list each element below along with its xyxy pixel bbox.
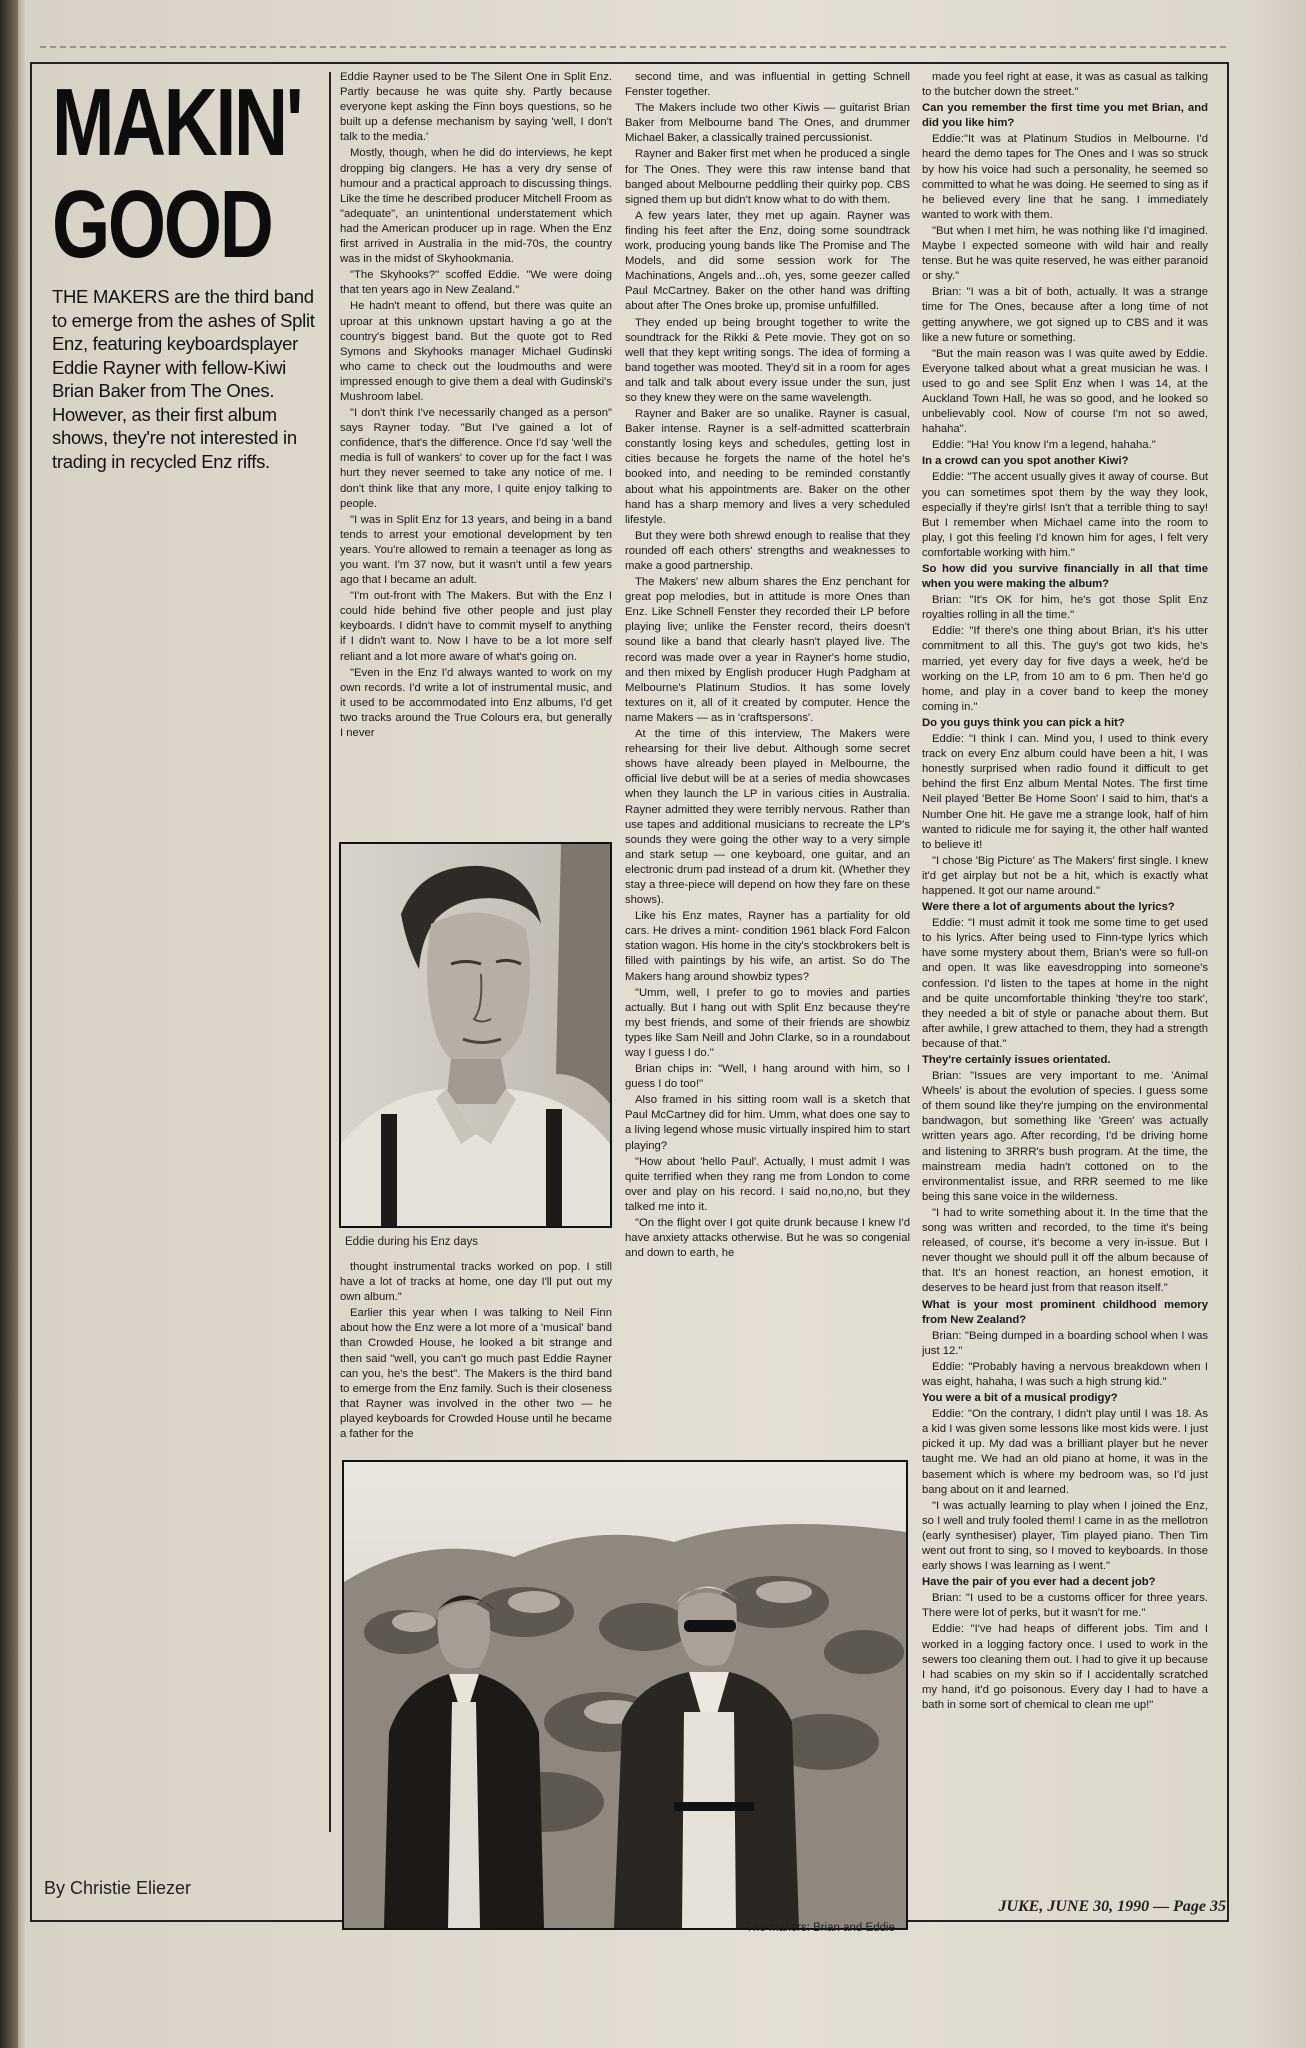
article-paragraph: second time, and was influential in getting Schnell Fenster together. [625,71,910,99]
photo-caption-eddie: Eddie during his Enz days [345,1236,478,1248]
binding-gutter [0,0,18,2048]
article-paragraph: "I was in Split Enz for 13 years, and being in a band tends to arrest your emotional development by ten years. You're allowed to remain a teenager as long as you want. I'm 37 now, but it wasn't until a few years ago that I became an adult. [340,513,612,587]
interview-question: What is your most prominent childhood memory from New Zealand? [922,1298,1208,1326]
article-paragraph: "I don't think I've necessarily changed as a person" says Rayner today. "But I've gained a lot of confidence, that's the difference. Once I'd say 'well the media is full of wankers' to cover up for the fact I was hurt they never seemed to take any notice of me. I don't think like that any more, I quite enjoy talking to people. [340,407,612,510]
article-paragraph: Brian: "I was a bit of both, actually. It was a strange time for The Ones, because after a long time of not getting anywhere, we got signed up to CBS and it was like a new future or something. [922,286,1208,344]
article-paragraph: "I had to write something about it. In the time that the song was written and recorded, to the time it's being released, of course, it's become a very in-issue. But I never thought we should pull it off the album because of that. It's an honest reaction, an honest emotion, it deserves to be heard just from that reason itself." [922,1206,1208,1295]
article-paragraph: "The Skyhooks?" scoffed Eddie. "We were doing that ten years ago in New Zealand." [340,269,612,297]
article-paragraph: Eddie: "I've had heaps of different jobs. Tim and I worked in a logging factory once. I used to work in the sewers too cleaning them out. I had to give it up because I had scabies on my skin so if I accidentally scratched my hand, it'd go poisonous. Every day I had to have a bath in some sort of chemical to clean me up!" [922,1623,1208,1711]
interview-question: You were a bit of a musical prodigy? [922,1392,1118,1405]
photo-caption-makers: The makers: Brian and Eddie [746,1922,895,1934]
interview-question: So how did you survive financially in all that time when you were making the album? [922,563,1208,591]
article-paragraph: Brian: "Being dumped in a boarding school when I was just 12." [922,1329,1208,1357]
top-perforation-rule [40,46,1226,48]
article-paragraph: Brian: "Issues are very important to me. 'Animal Wheels' is about the evolution of species. I guess some of them sound like they're jumping on the environmental bandwagon, but something like 'Green' was actually written years ago. After recording, I'd be driving home and listening to 3RRR's bush program. At the time, the mainstream media hadn't cottoned on to the environmentalist issue, and RRR seemed to me like being this sane voice in the wilderness. [922,1070,1208,1203]
article-paragraph: Brian chips in: "Well, I hang around with him, so I guess I do too!" [625,1063,910,1091]
interview-question: They're certainly issues orientated. [922,1054,1111,1066]
article-headline: MAKIN' GOOD [52,69,302,278]
article-paragraph: But they were both shrewd enough to realise that they rounded off each others' strengths and weaknesses to make a good partnership. [625,529,910,572]
article-paragraph: "Even in the Enz I'd always wanted to work on my own records. I'd write a lot of instrumental music, and it used to be accommodated into Enz albums, I'd get two tracks around the True Colours era, but generally I never [340,666,612,740]
article-paragraph: He hadn't meant to offend, but there was quite an uproar at this unknown upstart having a go at the country's biggest band. But the quote got to Red Symons and Skyhooks manager Michael Gudinski who came to check out the loudmouths and were impressed enough to give them a deal with Gudinski's Mushroom label. [340,300,612,403]
article-paragraph: Eddie: "If there's one thing about Brian, it's his utter commitment to all this. The guy's got two kids, he's married, yet every day for five days a week, he'd be working on the LP, from 10 am to 6 pm. Then he'd go home, and play in a cover band to keep the money coming in." [922,625,1208,713]
column-divider [329,72,331,1832]
article-paragraph: made you feel right at ease, it was as casual as talking to the butcher down the street." [922,71,1208,99]
article-paragraph: "I chose 'Big Picture' as The Makers' first single. I knew it'd get airplay but not be a hit, which is exactly what happened. It got our name around." [922,854,1208,897]
photo-eddie-image [341,844,610,1226]
article-paragraph: A few years later, they met up again. Rayner was finding his feet after the Enz, doing some soundtrack work, producing young bands like The Promise and The Models, and did some session work for The Machinations, Angels and...oh, yes, some geezer called Paul McCartney. Baker on the other hand was drifting about after The Ones broke up, promise unfulfilled. [625,209,910,313]
interview-question: Have the pair of you ever had a decent job? [922,1576,1156,1589]
interview-question: Do you guys think you can pick a hit? [922,716,1125,729]
page-footer: JUKE, JUNE 30, 1990 — Page 35 [998,1898,1226,1915]
article-paragraph: At the time of this interview, The Makers were rehearsing for their live debut. Although some secret shows have already been played in Melbourne, the official live debut will be at a series of media showcases when they launch the LP in various cities in Australia. Rayner admitted they were terribly nervous. Rather than use tapes and additional musicians to recreate the LP's sounds they were going the other way to a very simple and stark setup — one keyboard, one guitar, and an electronic drum pad instead of a drum kit. (Whether they stay a three-piece will depend on how they fare on these shows). [625,728,910,907]
photo-the-makers [342,1460,908,1930]
article-paragraph: Eddie: "I think I can. Mind you, I used to think every track on every Enz album could have been a hit, I was honestly surprised when radio found it difficult to get behind the first Enz album Mental Notes. The first time Neil played 'Better Be Home Soon' I said to him, that's a Number One hit. He gave me a strange look, half of him wanted to ridicule me for saying it, the other half wanted to believe it! [922,733,1208,851]
article-column-1-bottom [340,1260,612,1455]
article-paragraph: Eddie: "I must admit it took me some time to get used to his lyrics. After being used to Finn-type lyrics which have some mystery about them, Brian's were so full-on and open. It was like eavesdropping into someone's confession. I'd listen to the tapes at home in the night and be quite uncomfortable thinking 'they're too stark', they needed a bit of style or panache about them. But after awhile, I grew attached to them, they had a strength because of that." [922,917,1208,1050]
article-paragraph: The Makers include two other Kiwis — guitarist Brian Baker from Melbourne band The Ones, and drummer Michael Baker, a classically trained percussionist. [625,102,910,145]
article-paragraph: Eddie: "Ha! You know I'm a legend, hahaha." [932,439,1156,452]
article-paragraph: Rayner and Baker are so unalike. Rayner is casual, Baker intense. Rayner is a self-admitted scatterbrain constantly losing keys and schedules, getting lost in cities because he forgets the name of the hotel he's booked into, and needing to be reminded constantly about what his appointments are. Baker on the other hand has a sharp memory and lives a very scheduled lifestyle. [625,408,910,526]
article-paragraph: "But when I met him, he was nothing like I'd imagined. Maybe I expected someone with wild hair and really tense. But he was quite reserved, he was either paranoid or shy." [922,224,1208,283]
article-standfirst: THE MAKERS are the third band to emerge from the ashes of Split Enz, featuring keyboardsplayer Eddie Rayner with fellow-Kiwi Brian Baker from The Ones. However, as their first album shows, they're not interested in trading in recycled Enz riffs. [52,286,315,472]
article-paragraph: Brian: "It's OK for him, he's got those Split Enz royalties rolling in all the time." [922,594,1208,622]
article-paragraph: Eddie:"It was at Platinum Studios in Melbourne. I'd heard the demo tapes for The Ones and I was so struck by how his voice had such a personality, he seemed so committed to what he was doing. He seemed to sing as if he believed every line that he sang. I immediately wanted to work with them. [922,133,1208,221]
article-paragraph: "I'm out-front with The Makers. But with the Enz I could hide behind five other people and just play keyboards. I didn't have to commit myself to anything if I didn't want to. Now I have to be a lot more self reliant and a lot more aware of what's going on. [340,590,612,663]
interview-question: In a crowd can you spot another Kiwi? [922,455,1129,468]
article-paragraph: Earlier this year when I was talking to Neil Finn about how the Enz were a lot more of a 'musical' band than Crowded House, he looked a bit strange and then said "well, you can't go much past Eddie Rayner can you, he's the best". The Makers is the third band to emerge from the Enz family. Such is their closeness that Rayner was involved in the other two — he played keyboards for Crowded House until he became a father for the [340,1307,612,1441]
article-paragraph: The Makers' new album shares the Enz penchant for great pop melodies, but in attitude is more Ones than Enz. Like Schnell Fenster they recorded their LP before playing live; unlike the Fenster record, theirs doesn't sound like a band that clearly hasn't played live. The record was made over a year in Rayner's home studio, and then mixed by English producer Hugh Padgham at Melbourne's Platinum Studios. It has some lovely textures on it, all of it created by computer. Hence the name Makers — as in 'craftspersons'. [625,576,910,724]
article-paragraph: They ended up being brought together to write the soundtrack for the Rikki & Pete movie. They got on so well that they kept writing songs. The idea of forming a band together was mooted. They'd sit in a room for ages and talk and talk about every issue under the sun, just so they knew they were on the same wavelength. [625,316,910,404]
photo-eddie-enz-days [339,842,612,1228]
article-paragraph: Eddie: "The accent usually gives it away of course. But you can sometimes spot them by the way they look, especially if they're girls! Isn't that a terrible thing to say! But I remember when Michael came into the room to play, I got this feeling I'd known him for ages, I felt very comfortable working with him." [922,471,1208,559]
byline: By Christie Eliezer [44,1878,192,1898]
article-paragraph: "I was actually learning to play when I joined the Enz, so I well and truly fooled them! I came in as the mellotron (early synthesiser) player, Tim played piano. Then Tim went out front to sing, so I moved to keyboards. In those early shows I was learning as I went." [922,1499,1208,1573]
article-paragraph: "On the flight over I got quite drunk because I knew I'd have anxiety attacks otherwise. But he was so congenial and down to earth, he [625,1217,910,1260]
article-paragraph: Eddie Rayner used to be The Silent One in Split Enz. Partly because he was quite shy. Partly because everyone kept asking the Finn boys questions, so he built up a defense mechanism by saying 'well, I don't talk to the media.' [340,71,612,144]
article-column-3 [922,70,1208,1945]
article-paragraph: Eddie: "Probably having a nervous breakdown when I was eight, hahaha, I was such a high strung kid." [922,1360,1208,1388]
article-paragraph: Rayner and Baker first met when he produced a single for The Ones. They were this raw intense band that banged about Melbourne peddling their quirky pop. CBS signed them up but didn't know what to do with them. [625,148,910,206]
article-paragraph: Like his Enz mates, Rayner has a partiality for old cars. He drives a mint- condition 1961 black Ford Falcon station wagon. His home in the city's stockbrokers belt is filled with paintings by his wife, an artist. So do The Makers hang around showbiz types? [625,910,910,983]
article-paragraph: thought instrumental tracks worked on pop. I still have a lot of tracks at home, one day I'll put out my own album." [340,1261,612,1304]
article-paragraph: Brian: "I used to be a customs officer for three years. There were lot of perks, but it wasn't for me." [922,1592,1208,1620]
article-paragraph: "But the main reason was I was quite awed by Eddie. Everyone talked about what a great musician he was. I used to go and see Split Enz when I was 14, at the Auckland Town Hall, he was so good, and he looked so unbelievably cool. Now of course I'm not so awed, hahaha". [922,347,1208,436]
article-paragraph: Mostly, though, when he did do interviews, he kept dropping big clangers. He has a very dry sense of humour and a practical approach to discussing things. Like the time he described producer Mitchell Froom as "adequate", an unintentional understatement which had the American producer up in rage. When the Enz first arrived in Australia in the mid-70s, the country was in the midst of Skyhookmania. [340,147,612,266]
photo-makers-image [344,1462,906,1928]
article-paragraph: Also framed in his sitting room wall is a sketch that Paul McCartney did for him. Umm, what does one say to a living legend whose music virtually inspired him to start playing? [625,1094,910,1152]
article-column-1-top [340,70,612,840]
article-paragraph: "How about 'hello Paul'. Actually, I must admit I was quite terrified when they rang me from London to come over and play on his record. I said no,no,no, but they talked me into it. [625,1155,910,1213]
article-paragraph: Eddie: "On the contrary, I didn't play until I was 18. As a kid I was given some lessons like most kids were. I just picked it up. My dad was a brilliant player but he never taught me. We had an old piano at home, it was in the basement which is where my bedroom was, so I'd just bang about on it and learned. [922,1408,1208,1496]
article-paragraph: "Umm, well, I prefer to go to movies and parties actually. But I hang out with Split Enz because they're my best friends, and some of their friends are showbiz types like Sam Neill and John Clarke, so in a roundabout way I guess I do." [625,986,910,1059]
interview-question: Were there a lot of arguments about the lyrics? [922,901,1175,914]
article-column-2 [625,70,910,1455]
interview-question: Can you remember the first time you met Brian, and did you like him? [922,102,1208,130]
